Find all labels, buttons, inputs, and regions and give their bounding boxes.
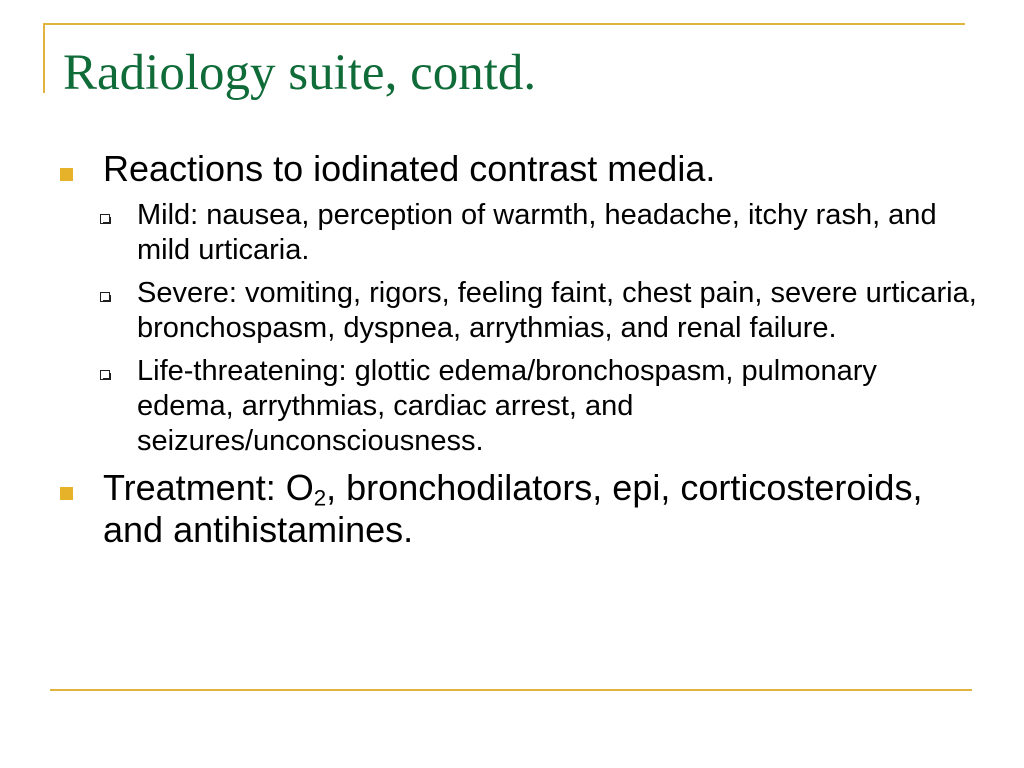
square-bullet-icon: [60, 168, 73, 181]
square-bullet-icon: [60, 487, 73, 500]
box-bullet-icon: [100, 370, 110, 380]
bullet-text: Reactions to iodinated contrast media.: [103, 148, 716, 189]
box-bullet-icon: [100, 214, 110, 224]
bullet-contrast-reactions: [60, 148, 980, 190]
left-rule: [43, 23, 45, 93]
sub-bullet-text: Severe: vomiting, rigors, feeling faint, chest pain, severe urticaria, bronchospasm, dyspnea, arrythmias, and renal failure.: [137, 277, 977, 344]
sub-bullet-mild: [99, 198, 980, 268]
slide-body: [60, 148, 980, 559]
bottom-rule: [50, 689, 972, 691]
sub-bullet-life-threatening: [99, 354, 980, 459]
bullet-text: [103, 467, 922, 550]
top-rule: [43, 23, 965, 25]
oxygen-subscript: 2: [313, 485, 327, 511]
sub-bullet-severe: [99, 276, 980, 346]
sub-bullet-text: Mild: nausea, perception of warmth, headache, itchy rash, and mild urticaria.: [137, 199, 937, 266]
sub-bullet-text: Life-threatening: glottic edema/bronchospasm, pulmonary edema, arrythmias, cardiac arrest, and seizures/unconsciousness.: [137, 355, 877, 457]
box-bullet-icon: [100, 292, 110, 302]
treatment-text-end: , bronchodilators, epi, corticosteroids, and antihistamines.: [103, 467, 923, 550]
bullet-treatment: [60, 467, 980, 551]
treatment-text-start: Treatment: O: [103, 467, 314, 508]
slide-title: Radiology suite, contd.: [63, 45, 537, 101]
